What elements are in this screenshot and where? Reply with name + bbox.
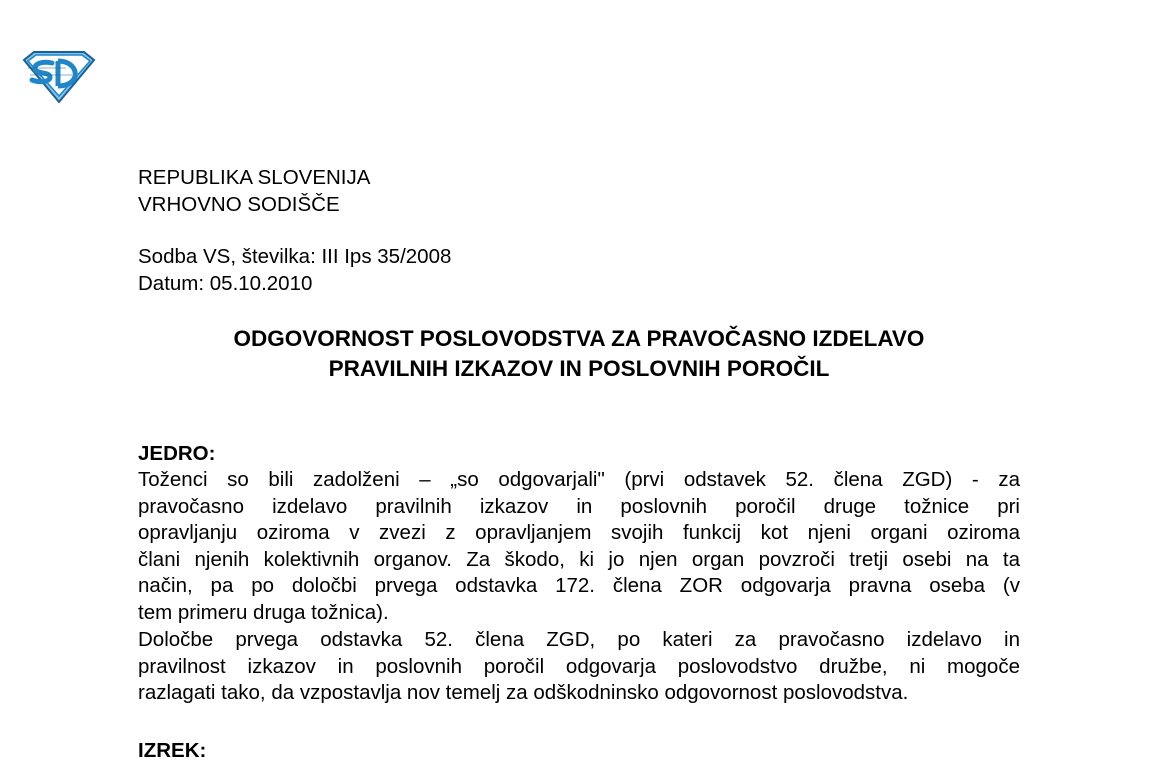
text-line: Toženci so bili zadolženi – „so odgovarjali" (prvi odstavek 52. člena ZGD) - za	[138, 468, 1020, 491]
jedro-paragraph-2	[138, 627, 1020, 707]
header-court: VRHOVNO SODIŠČE	[138, 193, 340, 216]
text-line: opravljanju oziroma v zvezi z opravljanjem svojih funkcij kot njeni organi oziroma	[138, 521, 1020, 544]
header-date: Datum: 05.10.2010	[138, 272, 313, 295]
court-logo-icon	[22, 50, 96, 104]
section-heading-izrek: IZREK:	[138, 739, 207, 762]
document-body	[138, 164, 1020, 762]
title-line: PRAVILNIH IZKAZOV IN POSLOVNIH POROČIL	[328, 356, 830, 381]
text-line: pravočasno izdelavo pravilnih izkazov in poslovnih poročil druge tožnice pri	[138, 494, 1020, 518]
text-line: pravilnost izkazov in poslovnih poročil odgovarja poslovodstvo družbe, ni mogoče	[138, 654, 1020, 678]
header-country: REPUBLIKA SLOVENIJA	[138, 166, 371, 189]
text-line: razlagati tako, da vzpostavlja nov temelj za odškodninsko odgovornost poslovodstva.	[138, 681, 909, 704]
text-line: način, pa po določbi prvega odstavka 172. člena ZOR odgovarja pravna oseba (v	[138, 574, 1020, 597]
section-heading-jedro: JEDRO:	[138, 442, 216, 465]
text-line: tem primeru druga tožnica).	[138, 600, 389, 624]
text-line: člani njenih kolektivnih organov. Za škodo, ki jo njen organ povzroči tretji osebi na ta	[138, 547, 1020, 571]
jedro-paragraph-1	[138, 467, 1020, 626]
header-case-number: Sodba VS, številka: III Ips 35/2008	[138, 245, 452, 268]
text-line: Določbe prvega odstavka 52. člena ZGD, po kateri za pravočasno izdelavo in	[138, 628, 1020, 651]
title-line: ODGOVORNOST POSLOVODSTVA ZA PRAVOČASNO IZDELAVO	[233, 326, 925, 351]
document-title	[138, 324, 1020, 384]
